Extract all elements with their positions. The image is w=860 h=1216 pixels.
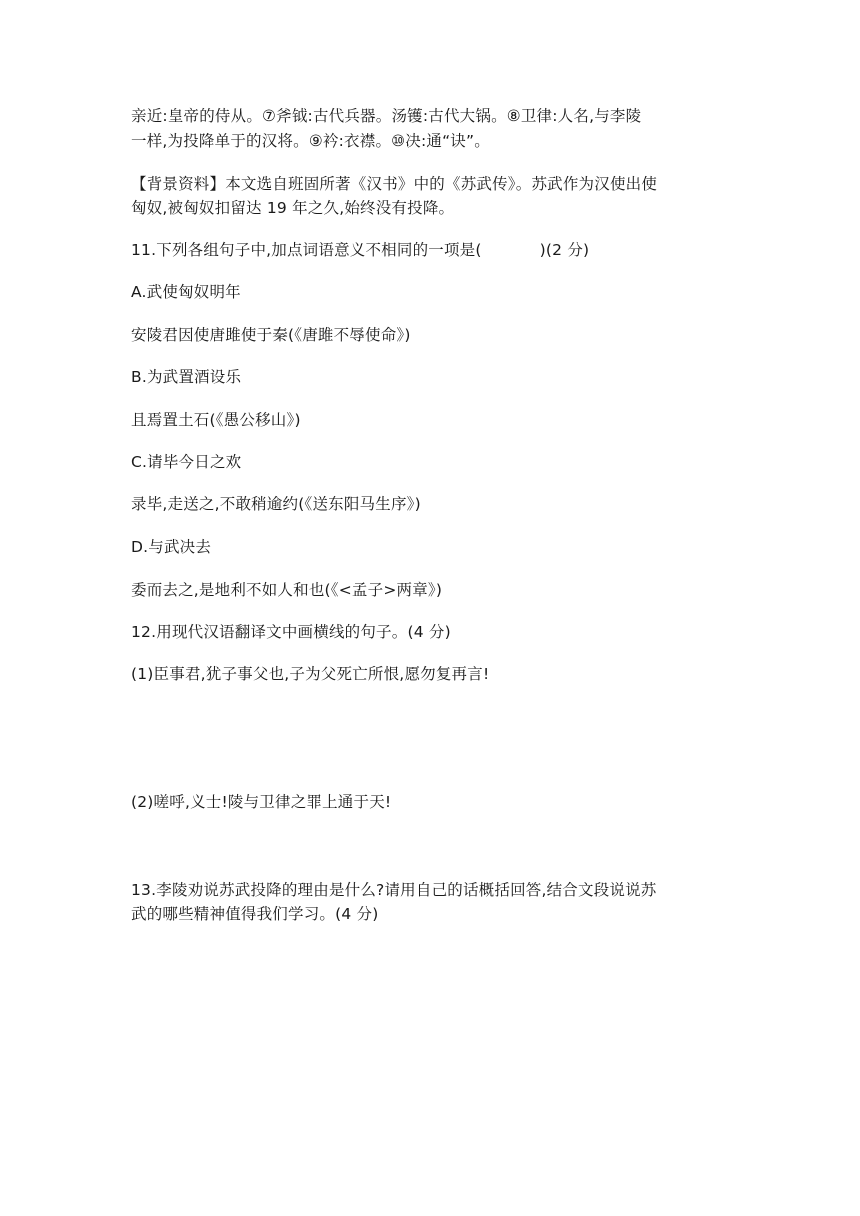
q12-sentence-1: (1)臣事君,犹子事父也,子为父死亡所恨,愿勿复再言! — [131, 665, 490, 683]
background-line-1: 【背景资料】本文选自班固所著《汉书》中的《苏武传》。苏武作为汉使出使 — [131, 175, 658, 193]
q11-option-c-compare: 录毕,走送之,不敢稍逾约(《送东阳马生序》) — [131, 495, 421, 513]
notes-line-2: 一样,为投降单于的汉将。⑨衿:衣襟。⑩决:通“诀”。 — [131, 132, 490, 150]
q11-option-a-compare: 安陵君因使唐雎使于秦(《唐雎不辱使命》) — [131, 326, 411, 344]
q13-line-2: 武的哪些精神值得我们学习。(4 分) — [131, 905, 379, 923]
q11-option-d: D.与武决去 — [131, 538, 212, 556]
q13-line-1: 13.李陵劝说苏武投降的理由是什么?请用自己的话概括回答,结合文段说说苏 — [131, 881, 657, 899]
q12-sentence-2: (2)嗟呼,义士!陵与卫律之罪上通于天! — [131, 793, 392, 811]
q11-stem-text: 11.下列各组句子中,加点词语意义不相同的一项是( — [131, 241, 482, 259]
q11-option-b-compare: 且焉置土石(《愚公移山》) — [131, 411, 301, 429]
q11-stem — [131, 238, 731, 262]
q11-option-c: C.请毕今日之欢 — [131, 453, 242, 471]
notes-line-1: 亲近:皇帝的侍从。⑦斧钺:古代兵器。汤镬:古代大锅。⑧卫律:人名,与李陵 — [131, 107, 642, 125]
q11-option-b: B.为武置酒设乐 — [131, 368, 242, 386]
background-line-2: 匈奴,被匈奴扣留达 19 年之久,始终没有投降。 — [131, 199, 455, 217]
q11-option-d-compare: 委而去之,是地利不如人和也(《<孟子>两章》) — [131, 581, 443, 599]
q11-option-a: A.武使匈奴明年 — [131, 283, 241, 301]
q11-stem-score: )(2 分) — [539, 241, 590, 259]
q12-stem: 12.用现代汉语翻译文中画横线的句子。(4 分) — [131, 623, 451, 641]
